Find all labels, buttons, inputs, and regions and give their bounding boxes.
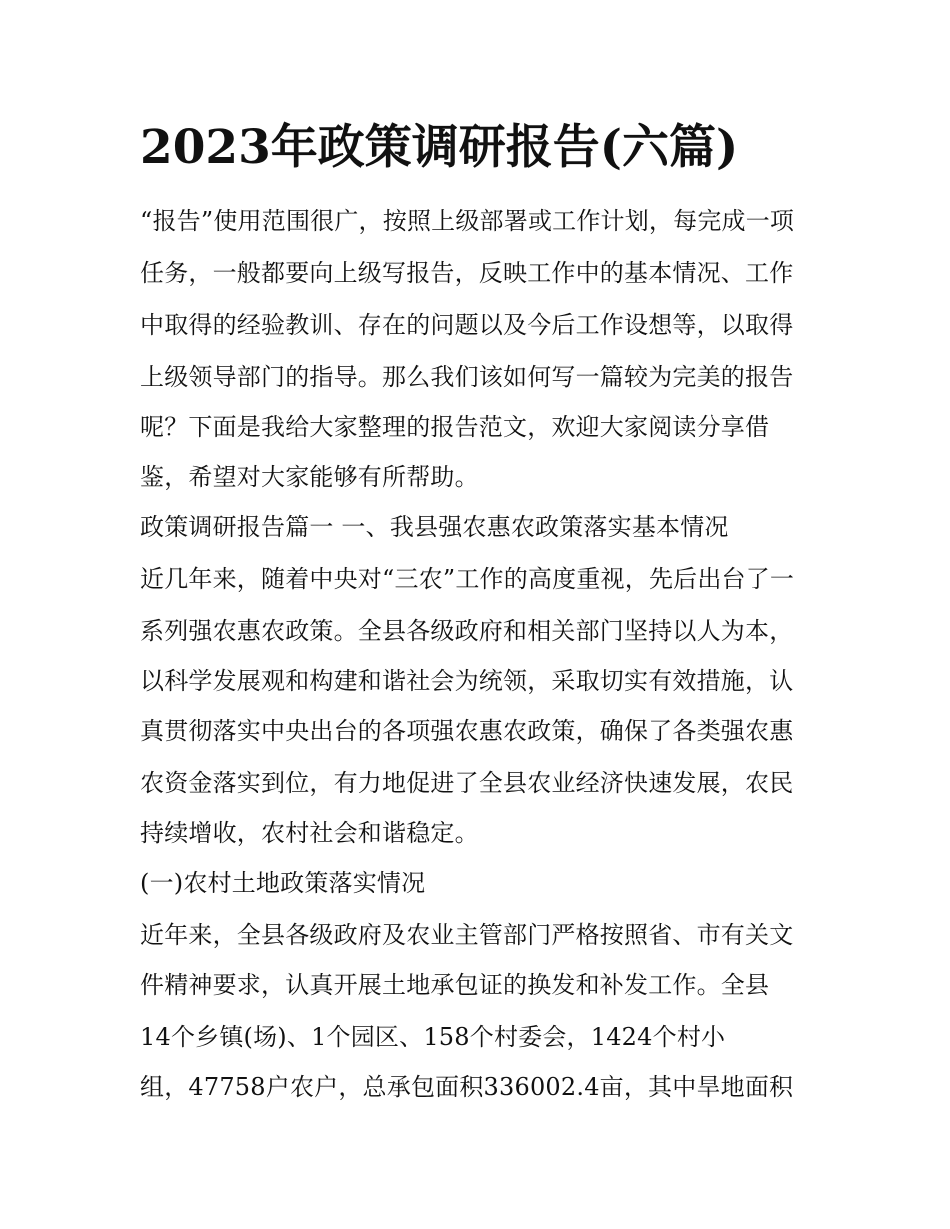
land-line-2: 件精神要求，认真开展土地承包证的换发和补发工作。全县 bbox=[140, 971, 770, 999]
body-line-6: 持续增收，农村社会和谐稳定。 bbox=[140, 819, 479, 847]
intro-line-6: 鉴，希望对大家能够有所帮助。 bbox=[140, 463, 479, 491]
body-line-5: 农资金落实到位，有力地促进了全县农业经济快速发展，农民 bbox=[140, 769, 794, 797]
document-title: 2023年政策调研报告(六篇) bbox=[140, 120, 739, 175]
section-heading: 政策调研报告篇一 一、我县强农惠农政策落实基本情况 bbox=[140, 513, 729, 541]
intro-line-4: 上级领导部门的指导。那么我们该如何写一篇较为完美的报告 bbox=[140, 363, 794, 391]
body-line-3: 以科学发展观和构建和谐社会为统领，采取切实有效措施，认 bbox=[140, 667, 794, 695]
body-line-1: 近几年来，随着中央对“三农”工作的高度重视，先后出台了一 bbox=[140, 565, 795, 593]
land-line-1: 近年来，全县各级政府及农业主管部门严格按照省、市有关文 bbox=[140, 921, 794, 949]
intro-line-2: 任务，一般都要向上级写报告，反映工作中的基本情况、工作 bbox=[140, 259, 794, 287]
body-line-2: 系列强农惠农政策。全县各级政府和相关部门坚持以人为本， bbox=[140, 617, 794, 645]
intro-line-1: “报告”使用范围很广，按照上级部署或工作计划，每完成一项 bbox=[140, 207, 795, 235]
intro-line-3: 中取得的经验教训、存在的问题以及今后工作设想等，以取得 bbox=[140, 311, 794, 339]
intro-line-5: 呢？下面是我给大家整理的报告范文，欢迎大家阅读分享借 bbox=[140, 413, 770, 441]
land-line-4: 组，47758户农户，总承包面积336002.4亩，其中旱地面积 bbox=[140, 1073, 794, 1101]
land-line-3: 14个乡镇(场)、1个园区、158个村委会，1424个村小 bbox=[140, 1023, 726, 1051]
subsection-heading: (一)农村土地政策落实情况 bbox=[140, 869, 426, 897]
body-line-4: 真贯彻落实中央出台的各项强农惠农政策，确保了各类强农惠 bbox=[140, 717, 794, 745]
